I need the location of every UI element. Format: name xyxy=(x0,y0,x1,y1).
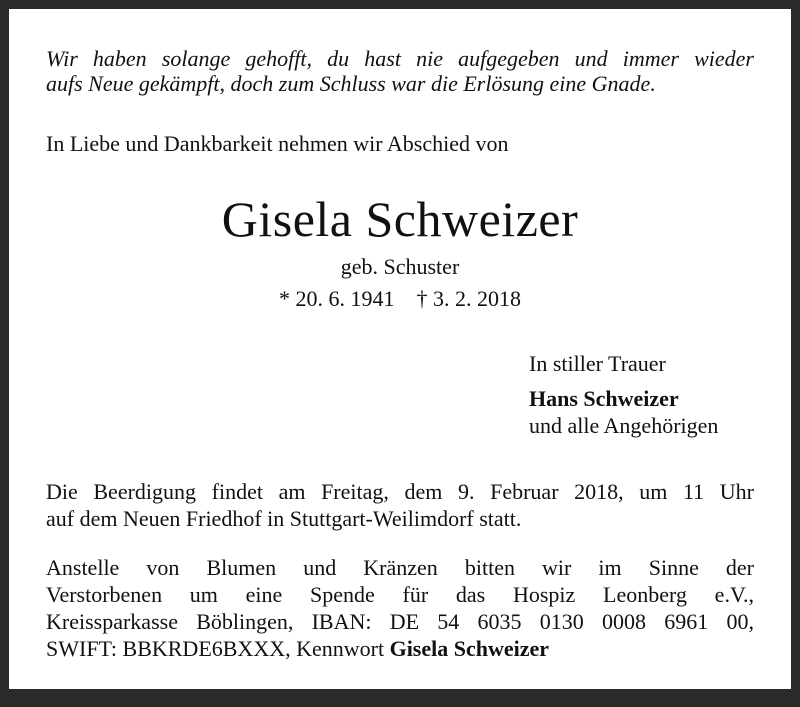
life-dates xyxy=(46,285,754,312)
motto-line: aufs Neue gekämpft, doch zum Schluss war die Erlösung eine Gnade. xyxy=(46,71,656,96)
donation-keyword: Gisela Schweizer xyxy=(389,636,550,661)
swift-text: SWIFT: BBKRDE6BXXX, Kennwort xyxy=(46,636,385,661)
mourner-name: Hans Schweizer xyxy=(529,386,679,411)
funeral-line: auf dem Neuen Friedhof in Stuttgart-Weilimdorf statt. xyxy=(46,506,522,531)
funeral-line: Die Beerdigung findet am Freitag, dem 9. Februar 2018, um 11 Uhr xyxy=(46,479,754,504)
mourner-others: und alle Angehörigen xyxy=(529,413,719,438)
death-date: † 3. 2. 2018 xyxy=(416,286,521,311)
donation-line: Anstelle von Blumen und Kränzen bitten wir im Sinne der xyxy=(46,555,754,580)
maiden-name: geb. Schuster xyxy=(340,254,460,279)
deceased-name: Gisela Schweizer xyxy=(221,191,579,247)
donation-line: Kreissparkasse Böblingen, IBAN: DE 54 6035 0130 0008 6961 00, xyxy=(46,609,754,634)
motto-line: Wir haben solange gehofft, du hast nie aufgegeben und immer wieder xyxy=(46,46,754,71)
donation-line: Verstorbenen um eine Spende für das Hospiz Leonberg e.V., xyxy=(46,582,754,607)
mourning-heading: In stiller Trauer xyxy=(529,351,666,376)
birth-date: * 20. 6. 1941 xyxy=(279,286,395,311)
donation-line xyxy=(46,635,754,662)
intro-text: In Liebe und Dankbarkeit nehmen wir Abschied von xyxy=(46,131,509,156)
obituary-notice xyxy=(9,9,791,689)
